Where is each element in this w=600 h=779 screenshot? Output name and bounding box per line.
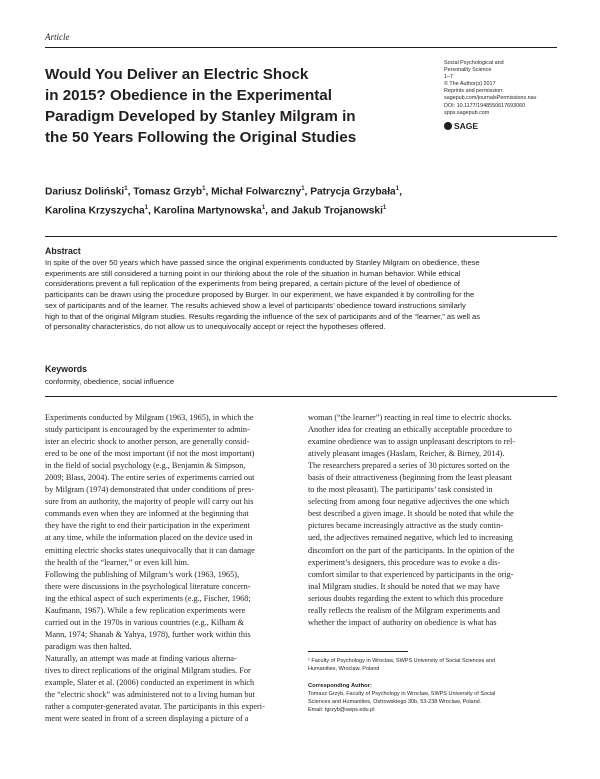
- abstract-line: high to that of the original Milgram studies. Results regarding the influence of the sex of participants and of the “learner,” as well as: [45, 311, 481, 321]
- author-name: and Jakub Trojanowski: [270, 205, 383, 217]
- author-name: Karolina Martynowska: [153, 205, 262, 217]
- title-line: in 2015? Obedience in the Experimental: [45, 87, 332, 104]
- body-text-line: experiment’s designers, this procedure was to evoke a dis-: [308, 557, 501, 567]
- abstract-line: sex of participants and of the learner. The results achieved show a level of participants’ obedience toward instructions similarly: [45, 300, 466, 310]
- sage-circle-icon: [444, 122, 452, 130]
- body-text-line: the health of the “learner,” or even kill him.: [45, 557, 189, 567]
- body-text-line: the “electric shock” was administered not to a living human but: [45, 690, 255, 700]
- body-text-line: whether the impact of authority on obedience is what has: [308, 617, 497, 627]
- body-text-line: best described a given image. It should be noted that while the: [308, 509, 514, 519]
- body-text-line: Naturally, an attempt was made at finding various alterna-: [45, 653, 237, 663]
- body-text-line: comfort similar to that experienced by participants in the orig-: [308, 569, 514, 579]
- journal-name-line: Personality Science: [444, 67, 492, 74]
- affiliation-mark: 1: [382, 205, 387, 212]
- body-text-line: in the field of social psychology (e.g., Benjamin & Simpson,: [45, 461, 246, 471]
- body-text-line: there were discussions in the psychological literature concern-: [45, 581, 251, 591]
- body-text-line: examine obedience was to assign unpleasant descriptors to rel-: [308, 437, 516, 447]
- affiliation-mark: 1: [144, 205, 148, 212]
- email-link[interactable]: Email: tgrzyb@swps.edu.pl: [308, 706, 375, 713]
- journal-site-link[interactable]: spps.sagepub.com: [444, 109, 490, 116]
- body-text-line: ered to be one of the most important (if not the most important): [45, 449, 255, 459]
- keywords-heading: Keywords: [45, 364, 88, 374]
- body-text-line: The researchers prepared a series of 30 pictures sorted on the: [308, 461, 510, 471]
- paper-title: [45, 64, 425, 148]
- page-range: 1–7: [444, 74, 453, 81]
- abstract-text: [45, 258, 557, 333]
- abstract-line: considerations prevent a full replication of the experiments from being prepared, a certain picture of the level of obedience of: [45, 279, 460, 289]
- body-text-line: Another idea for creating an ethically acceptable procedure to: [308, 425, 512, 435]
- body-text-line: inal Milgram studies. It should be noted that we may have: [308, 581, 500, 591]
- body-text-line: really reflects the realism of the Milgram experiments and: [308, 605, 500, 615]
- body-text-line: Following the publishing of Milgram’s work (1963, 1965),: [45, 569, 240, 579]
- copyright: © The Author(s) 2017: [444, 81, 496, 88]
- keywords-list: conformity, obedience, social influence: [45, 377, 175, 386]
- author-name: Patrycja Grzybała: [310, 186, 396, 198]
- affiliation-mark: 1: [202, 186, 206, 192]
- body-text-line: ued, the adjectives remained negative, which led to increasing: [308, 533, 513, 543]
- publisher-logo: [444, 121, 478, 131]
- affiliation-footnote: [308, 658, 558, 674]
- body-text-line: basis of their attractiveness (beginning from the least pleasant: [308, 473, 512, 483]
- affiliation-mark: 1: [261, 205, 266, 212]
- footnote-line: Humanities, Wroclaw, Poland: [308, 665, 380, 672]
- body-text-line: atively pleasant images (Haslam, Reicher, & Birney, 2014).: [308, 449, 505, 459]
- publisher-name: SAGE: [454, 121, 479, 131]
- corresponding-author-details: [308, 691, 558, 714]
- corresponding-author-heading: Corresponding Author:: [308, 683, 372, 689]
- body-text-line: example, Slater et al. (2006) conducted an experiment in which: [45, 678, 255, 688]
- author-name: Tomasz Grzyb: [133, 186, 203, 198]
- author-line: Karolina Krzyszycha$^1$, Karolina Martynowska$^1$, and Jakub Trojanowski$^1$: [45, 205, 387, 217]
- abstract-line: participants can be drawn using the procedure proposed by Burger. In our experiment, we have expanded it by controlling for the: [45, 290, 475, 300]
- doi-link[interactable]: DOI: 10.1177/1948550617693060: [444, 102, 526, 109]
- body-text-line: paradigm was then halted.: [45, 641, 132, 651]
- body-text-line: commands even when they are informed at the beginning that: [45, 509, 249, 519]
- article-type-label: Article: [45, 32, 70, 42]
- correspondence-line: Tomasz Grzyb, Faculty of Psychology in Wroclaw, SWPS University of Social: [308, 691, 496, 697]
- body-text-line: at any time, while the information placed on the device used in: [45, 533, 253, 543]
- body-text-line: they have the right to end their participation in the experiment: [45, 521, 250, 531]
- author-list: [45, 181, 555, 220]
- correspondence-line: Sciences and Humanities, Ostrowskiego 30b, 53-238 Wroclaw, Poland.: [308, 698, 482, 705]
- body-text-line: 2009; Blass, 2004). The entire series of experiments carried out: [45, 473, 255, 483]
- body-text-line: study participant is encouraged by the experimenter to admin-: [45, 425, 250, 435]
- journal-name-line: Social Psychological and: [444, 60, 504, 66]
- title-line: Paradigm Developed by Stanley Milgram in: [45, 108, 356, 125]
- author-name: Michał Folwarczny: [211, 186, 302, 198]
- body-text-line: to the most pleasant). The participants’ task consisted in: [308, 485, 493, 495]
- footnote-divider: [308, 651, 408, 652]
- body-text-line: selecting from among four negative adjectives the one which: [308, 497, 510, 507]
- body-text-line: serious doubts regarding the extent to which this procedure: [308, 593, 504, 603]
- body-text-line: Mann, 1974; Shanab & Yahya, 1978), further work within this: [45, 629, 251, 639]
- journal-info: [444, 60, 564, 117]
- author-name: Karolina Krzyszycha: [45, 205, 145, 217]
- footnote-line: ¹ Faculty of Psychology in Wroclaw, SWPS University of Social Sciences and: [308, 658, 495, 664]
- title-line: Would You Deliver an Electric Shock: [45, 66, 309, 83]
- keywords-divider: [45, 396, 557, 397]
- abstract-line: of personality characteristics, do not allow us to unequivocally accept or reject the hypotheses offered.: [45, 322, 386, 332]
- abstract-line: In spite of the over 50 years which have passed since the original experiments conducted by Stanley Milgram on obedience, these: [45, 258, 480, 267]
- body-text-line: pictures became increasingly attractive as the study contin-: [308, 521, 503, 531]
- reprints-label: Reprints and permission:: [444, 88, 504, 95]
- abstract-line: experiments are still considered a turning point in our thinking about the role of the situation in human behavior. While ethical: [45, 268, 461, 278]
- body-text-line: Kaufmann, 1967). While a few replication experiments were: [45, 605, 246, 615]
- body-column-right: [308, 412, 558, 629]
- abstract-divider: [45, 236, 557, 237]
- abstract-heading: Abstract: [45, 246, 81, 256]
- body-text-line: sure from an authority, the majority of people will carry out his: [45, 497, 254, 507]
- body-text-line: by Milgram (1974) demonstrated that under conditions of pres-: [45, 485, 254, 495]
- body-text-line: rather a computer-generated avatar. The participants in this experi-: [45, 702, 265, 712]
- header-divider: [45, 47, 557, 48]
- body-text-line: ment were seated in front of a screen displaying a picture of a: [45, 714, 249, 724]
- author-name: Dariusz Doliński: [45, 186, 125, 198]
- body-text-line: Experiments conducted by Milgram (1963, 1965), in which the: [45, 413, 254, 422]
- affiliation-mark: 1: [301, 186, 305, 192]
- affiliation-mark: 1: [124, 186, 128, 192]
- body-text-line: emitting electric shocks states unequivocally that it can damage: [45, 545, 255, 555]
- body-text-line: ing the ethical aspect of such experiments (e.g., Fischer, 1968;: [45, 593, 251, 603]
- body-text-line: discomfort on the part of the participants. In the opinion of the: [308, 545, 515, 555]
- author-line: Dariusz Doliński$^1$, Tomasz Grzyb$^1$, Michał Folwarczny$^1$, Patrycja Grzybała$^1$,: [45, 186, 402, 198]
- body-column-left: [45, 412, 293, 725]
- body-text-line: carried out in the 1970s in various countries (e.g., Kilham &: [45, 617, 245, 627]
- body-text-line: woman (“the learner”) reacting in real time to electric shocks.: [308, 413, 512, 422]
- permissions-link[interactable]: sagepub.com/journalsPermissions.nav: [444, 95, 537, 102]
- affiliation-mark: 1: [395, 186, 400, 192]
- body-text-line: tives to direct replications of the original Milgram studies. For: [45, 665, 251, 675]
- body-text-line: ister an electric shock to another person, are generally consid-: [45, 437, 250, 447]
- title-line: the 50 Years Following the Original Studies: [45, 129, 357, 146]
